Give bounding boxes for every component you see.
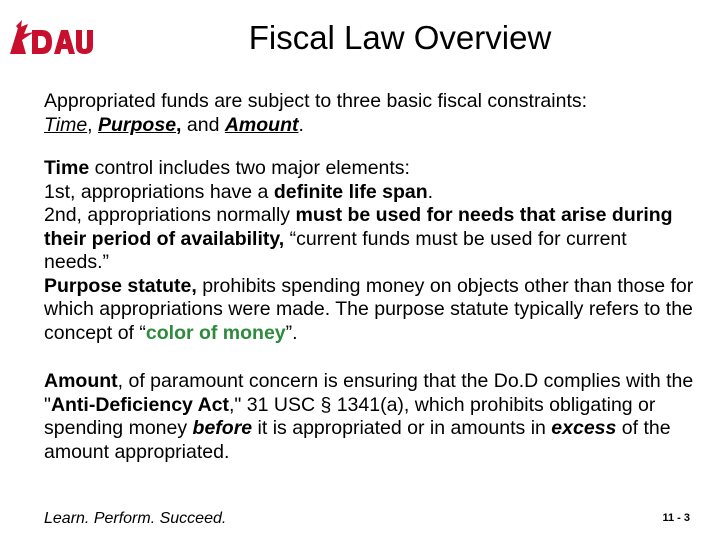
amount-before: before bbox=[192, 417, 253, 439]
time-second-quote: “current funds must be used for current needs.” bbox=[44, 227, 627, 273]
amount-label: Amount bbox=[44, 370, 118, 392]
color-of-money: color of money bbox=[145, 321, 286, 344]
slide-body bbox=[44, 90, 694, 464]
constraint-amount: Amount bbox=[224, 113, 299, 136]
time-second-bold: must be used for needs that arise during their period of availability, bbox=[44, 204, 673, 250]
intro-line: Appropriated funds are subject to three basic fiscal constraints: bbox=[44, 90, 588, 112]
amount-excess: excess bbox=[551, 417, 617, 439]
purpose-paragraph bbox=[44, 275, 694, 346]
purpose-end: ”. bbox=[285, 321, 298, 344]
dau-logo bbox=[8, 18, 94, 58]
footer-tagline: Learn. Perform. Succeed. bbox=[44, 510, 227, 527]
intro-separator: , bbox=[176, 113, 182, 136]
time-paragraph bbox=[44, 157, 694, 275]
intro-and: and bbox=[181, 113, 225, 136]
time-label: Time bbox=[44, 157, 90, 179]
purpose-label: Purpose statute, bbox=[44, 274, 197, 297]
intro-paragraph bbox=[44, 90, 694, 137]
amount-text-1: , of paramount concern is ensuring that the Do.D complies with the " bbox=[44, 370, 694, 416]
purpose-text: prohibits spending money on objects other than those for which appropriations were made. The purpose statute typically refers to the concept of “ bbox=[44, 274, 694, 344]
intro-period: . bbox=[298, 113, 304, 136]
time-second-prefix: 2nd, appropriations normally bbox=[44, 204, 296, 226]
amount-text-2: ," 31 USC § 1341(a), which prohibits obligating or spending money bbox=[44, 393, 656, 439]
constraint-time: Time bbox=[44, 113, 88, 136]
time-first-end: . bbox=[427, 180, 434, 203]
constraint-purpose: Purpose bbox=[98, 113, 177, 136]
time-lead: control includes two major elements: bbox=[89, 157, 410, 179]
time-first-prefix: 1st, appropriations have a bbox=[44, 180, 274, 203]
anti-deficiency-act: Anti-Deficiency Act bbox=[50, 393, 229, 416]
page-title: Fiscal Law Overview bbox=[248, 19, 552, 56]
intro-separator: , bbox=[87, 113, 99, 136]
page-number: 11 - 3 bbox=[662, 512, 690, 524]
amount-text-4: of the amount appropriated. bbox=[44, 417, 671, 463]
time-first-bold: definite life span bbox=[273, 180, 428, 203]
amount-paragraph bbox=[44, 370, 694, 464]
amount-text-3: it is appropriated or in amounts in bbox=[252, 417, 552, 439]
